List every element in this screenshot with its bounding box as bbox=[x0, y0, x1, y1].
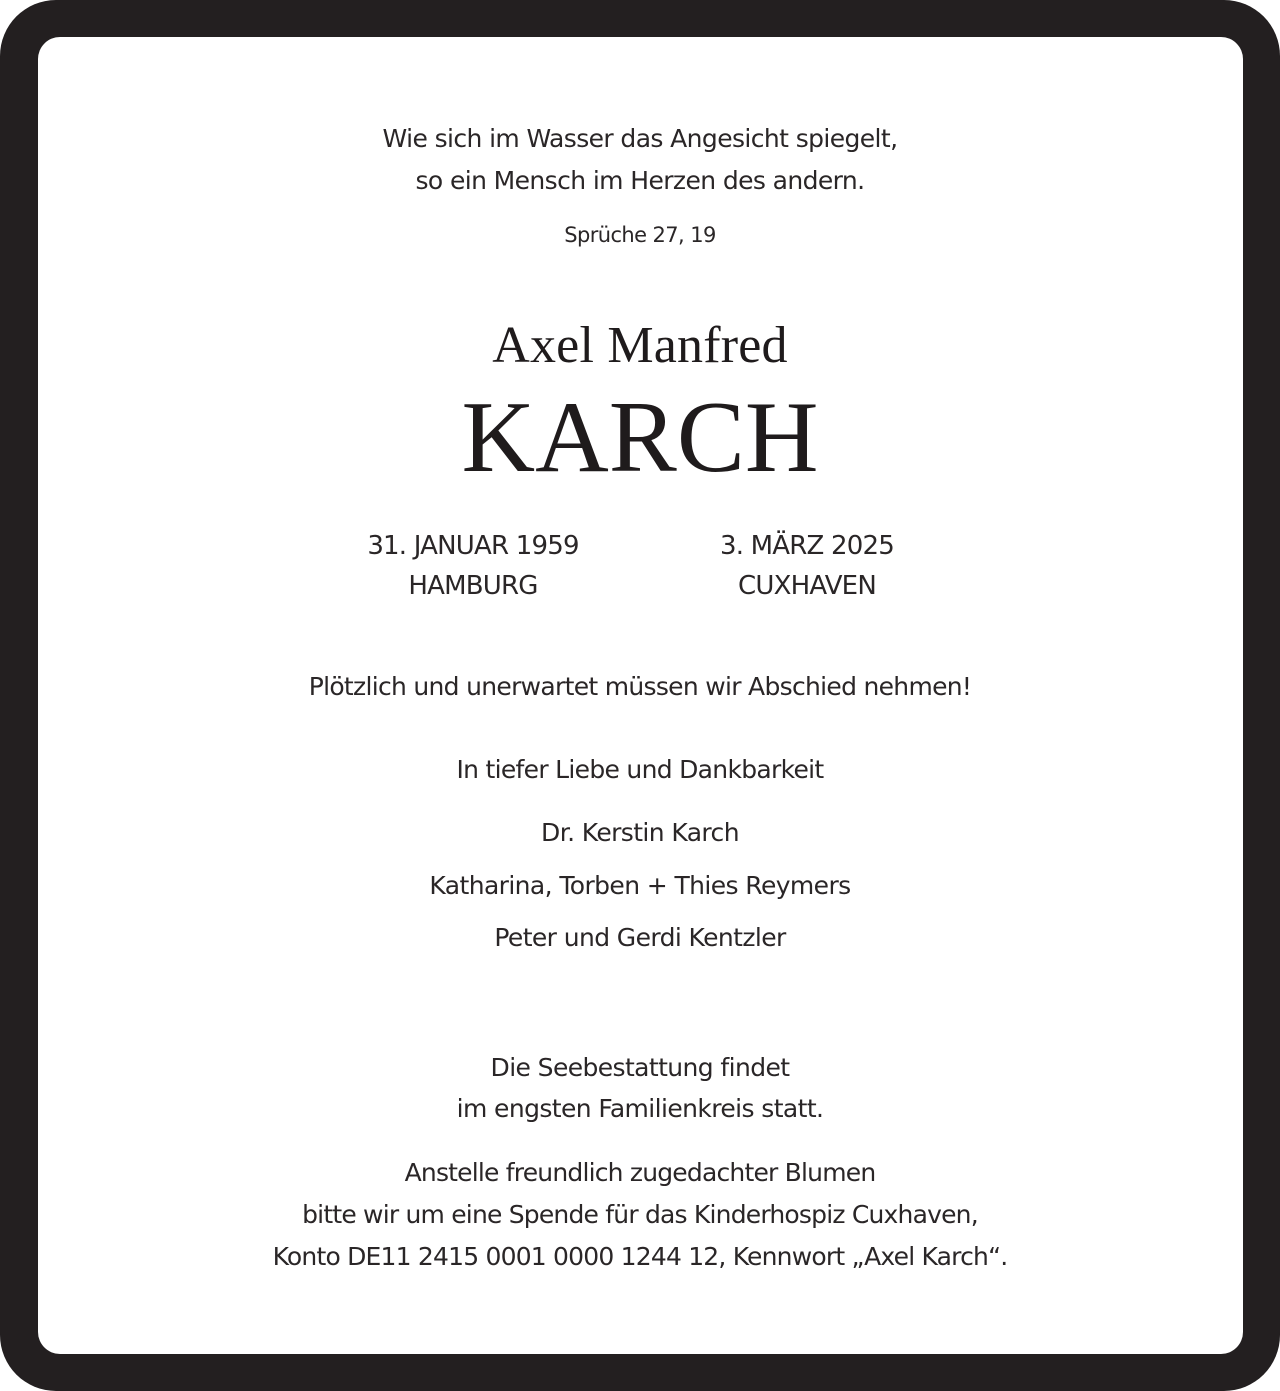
birth-date: 31. JANUAR 1959 bbox=[367, 531, 579, 561]
donation-info bbox=[0, 1152, 1280, 1278]
deceased-surname: KARCH bbox=[461, 381, 819, 494]
quote-line-1: Wie sich im Wasser das Angesicht spiegelt, bbox=[382, 124, 898, 153]
death-date: 3. MÄRZ 2025 bbox=[720, 531, 894, 561]
burial-info bbox=[0, 1047, 1280, 1129]
death-info bbox=[657, 526, 957, 606]
burial-line-2: im engsten Familienkreis statt. bbox=[456, 1094, 824, 1123]
mourner-3: Peter und Gerdi Kentzler bbox=[494, 923, 786, 952]
quote-line-2: so ein Mensch im Herzen des andern. bbox=[415, 166, 865, 195]
birth-info bbox=[323, 526, 623, 606]
closing-text: In tiefer Liebe und Dankbarkeit bbox=[456, 755, 824, 784]
burial-line-1: Die Seebestattung findet bbox=[490, 1053, 790, 1082]
mourner-1: Dr. Kerstin Karch bbox=[541, 818, 739, 847]
donation-line-2: bitte wir um eine Spende für das Kinderhospiz Cuxhaven, bbox=[302, 1200, 978, 1229]
announcement-text: Plötzlich und unerwartet müssen wir Abschied nehmen! bbox=[308, 672, 972, 701]
donation-line-3: Konto DE11 2415 0001 0000 1244 12, Kennwort „Axel Karch“. bbox=[272, 1242, 1008, 1271]
bible-quote bbox=[0, 118, 1280, 202]
death-place: CUXHAVEN bbox=[738, 571, 876, 601]
quote-source: Sprüche 27, 19 bbox=[564, 223, 716, 247]
donation-line-1: Anstelle freundlich zugedachter Blumen bbox=[404, 1158, 876, 1187]
deceased-first-names: Axel Manfred bbox=[492, 317, 788, 374]
mourner-2: Katharina, Torben + Thies Reymers bbox=[429, 871, 851, 900]
birth-place: HAMBURG bbox=[408, 571, 538, 601]
